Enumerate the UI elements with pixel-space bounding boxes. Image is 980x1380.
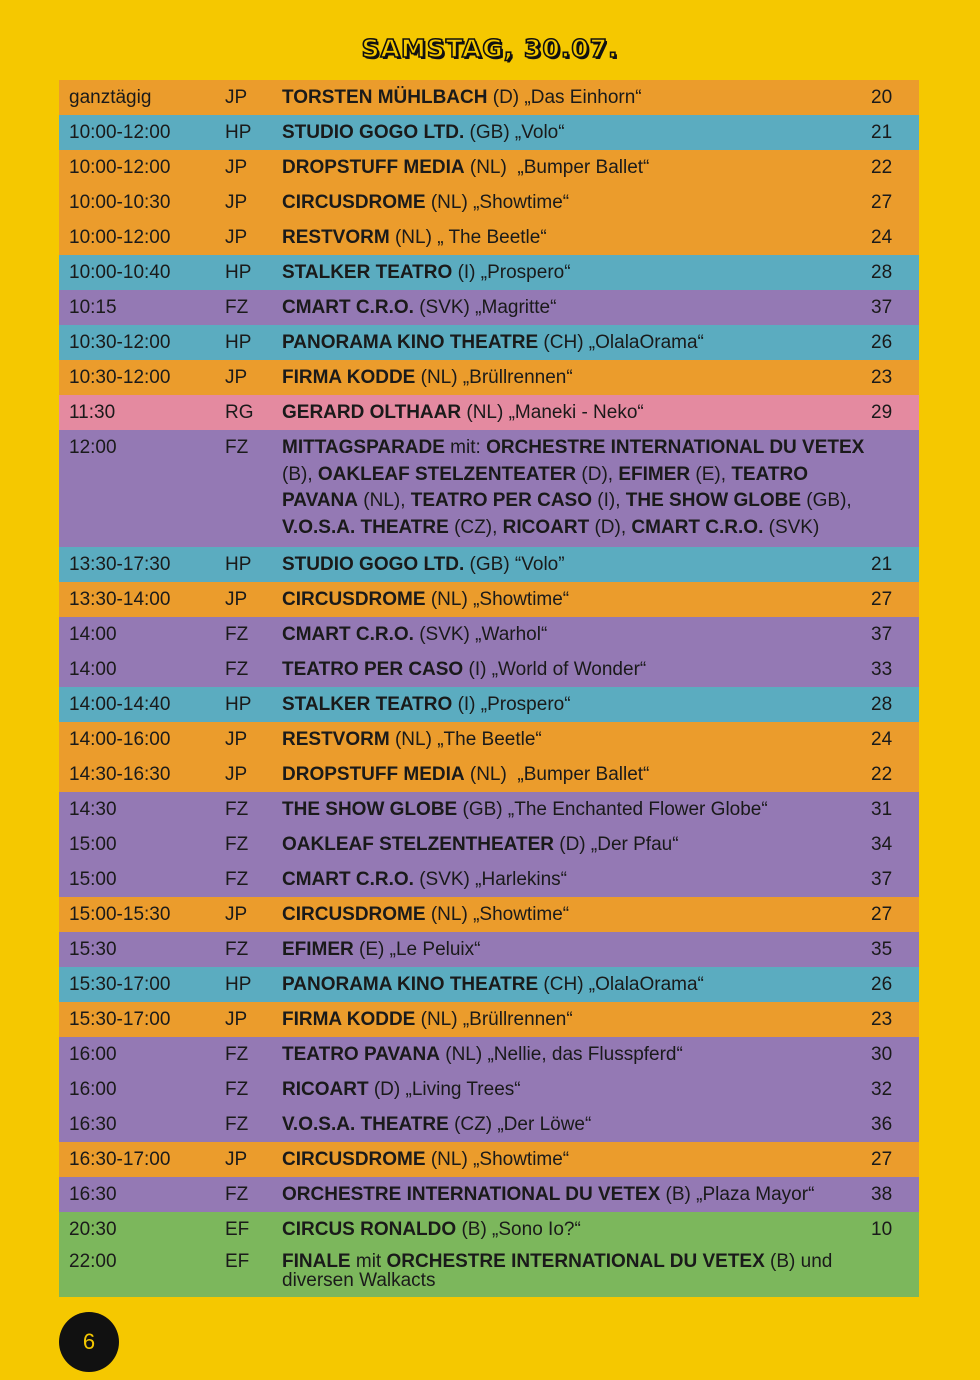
performer-details: mit:: [444, 437, 487, 458]
row-page-ref: 34: [871, 834, 893, 855]
performer-name: CMART C.R.O.: [282, 297, 414, 318]
schedule-row: [59, 722, 919, 757]
row-venue: EF: [225, 1219, 250, 1240]
schedule-row: [59, 1037, 919, 1072]
row-description: [282, 365, 871, 391]
row-description: [282, 727, 871, 753]
row-page-ref: 23: [871, 367, 893, 388]
performer-name: FIRMA KODDE: [282, 367, 416, 388]
row-venue: FZ: [225, 799, 249, 820]
performer-details: (NL) „Brüllrennen“: [415, 367, 573, 388]
performer-details: (B),: [282, 463, 318, 485]
row-venue: FZ: [225, 939, 249, 960]
performer-name: PANORAMA KINO THEATRE: [282, 332, 539, 353]
schedule-row: [59, 325, 919, 360]
performer-name: EFIMER: [282, 939, 354, 960]
row-venue: FZ: [225, 437, 249, 458]
row-venue: FZ: [225, 1044, 249, 1065]
row-time: 16:00: [69, 1044, 117, 1065]
performer-details: (SVK) „Warhol“: [413, 624, 548, 645]
row-venue: HP: [225, 122, 252, 143]
row-description: [282, 1077, 871, 1103]
row-time: 15:00: [69, 869, 117, 890]
page-number: 6: [82, 1329, 96, 1354]
row-description: [282, 587, 871, 613]
row-time: 14:30: [69, 799, 117, 820]
row-description: [282, 762, 871, 788]
row-time: 16:30: [69, 1184, 117, 1205]
row-description: [282, 902, 871, 928]
performer-details: (NL) „Maneki - Neko“: [461, 402, 644, 423]
performer-name: RICOART: [502, 516, 590, 538]
schedule-row: [59, 827, 919, 862]
row-page-ref: 27: [871, 589, 893, 610]
schedule-row: [59, 1002, 919, 1037]
row-time: 14:00-14:40: [69, 694, 171, 715]
schedule-row: [59, 897, 919, 932]
performer-name: THE SHOW GLOBE: [625, 490, 802, 511]
performer-details: (I),: [592, 490, 626, 511]
performer-details: (D) „Der Pfau“: [553, 834, 679, 855]
performer-name: THE SHOW GLOBE: [282, 799, 458, 820]
row-time: 14:00-16:00: [69, 729, 171, 750]
schedule-row: [59, 1072, 919, 1107]
performer-name: RESTVORM: [282, 729, 390, 750]
row-time: 14:00: [69, 659, 117, 680]
performer-details: (SVK) „Harlekins“: [413, 869, 568, 890]
schedule-row: [59, 430, 919, 547]
row-time: 14:30-16:30: [69, 764, 171, 785]
row-page-ref: 33: [871, 659, 893, 680]
row-time: 10:30-12:00: [69, 332, 171, 353]
performer-details: (B) und diversen Walkacts: [282, 1251, 833, 1291]
row-description: [282, 85, 871, 111]
row-page-ref: 24: [871, 227, 893, 248]
row-time: 12:00: [69, 437, 117, 458]
row-venue: FZ: [225, 624, 249, 645]
row-page-ref: 21: [871, 122, 893, 143]
row-page-ref: 27: [871, 1149, 893, 1170]
performer-name: STUDIO GOGO LTD.: [282, 554, 465, 575]
performer-details: (NL) „Bumper Ballet“: [464, 157, 650, 178]
page-number-badge: [59, 1312, 119, 1372]
row-description: [282, 1182, 871, 1208]
performer-name: CMART C.R.O.: [631, 516, 764, 538]
row-time: 20:30: [69, 1219, 117, 1240]
performer-details: (D),: [576, 463, 619, 485]
performer-details: mit: [350, 1251, 387, 1272]
performer-details: (CH) „OlalaOrama“: [538, 974, 704, 995]
row-venue: JP: [225, 1009, 248, 1030]
row-page-ref: 10: [871, 1219, 893, 1240]
performer-name: CIRCUS RONALDO: [282, 1219, 457, 1240]
performer-details: (NL) „Nellie, das Flusspferd“: [439, 1044, 683, 1065]
row-page-ref: 26: [871, 332, 893, 353]
performer-name: DROPSTUFF MEDIA: [282, 157, 465, 178]
schedule-row: [59, 547, 919, 582]
performer-name: CMART C.R.O.: [282, 624, 414, 645]
row-page-ref: 37: [871, 297, 893, 318]
performer-name: MITTAGSPARADE: [282, 437, 445, 458]
row-page-ref: 26: [871, 974, 893, 995]
row-time: 10:00-12:00: [69, 157, 171, 178]
row-time: 11:30: [69, 402, 116, 423]
row-time: 15:00: [69, 834, 117, 855]
performer-name: FINALE: [282, 1251, 351, 1272]
row-page-ref: 29: [871, 402, 893, 423]
row-venue: FZ: [225, 869, 249, 890]
performer-name: ORCHESTRE INTERNATIONAL DU VETEX: [386, 1251, 765, 1272]
schedule-row: [59, 1247, 919, 1297]
performer-name: PANORAMA KINO THEATRE: [282, 974, 539, 995]
row-page-ref: 28: [871, 262, 893, 283]
schedule-row: [59, 582, 919, 617]
row-page-ref: 37: [871, 624, 893, 645]
schedule-row: [59, 360, 919, 395]
row-venue: FZ: [225, 834, 249, 855]
row-description: [282, 657, 871, 683]
performer-details: (NL) „Bumper Ballet“: [464, 764, 650, 785]
schedule-row: [59, 1212, 919, 1247]
performer-name: TEATRO PAVANA: [282, 1044, 440, 1065]
row-description: [282, 400, 871, 426]
row-page-ref: 23: [871, 1009, 893, 1030]
performer-name: OAKLEAF STELZENTHEATER: [282, 834, 554, 855]
row-page-ref: 38: [871, 1184, 893, 1205]
row-time: 10:00-10:40: [69, 262, 171, 283]
row-page-ref: 32: [871, 1079, 893, 1100]
schedule-row: [59, 255, 919, 290]
performer-name: V.O.S.A. THEATRE: [282, 516, 449, 538]
row-venue: HP: [225, 332, 252, 353]
row-venue: FZ: [225, 297, 249, 318]
performer-name: TORSTEN MÜHLBACH: [282, 87, 488, 108]
row-page-ref: 37: [871, 869, 893, 890]
row-description: [282, 435, 871, 541]
row-description: [282, 225, 871, 251]
row-page-ref: 22: [871, 157, 893, 178]
row-time: 10:00-10:30: [69, 192, 171, 213]
performer-details: (I) „Prospero“: [452, 694, 571, 715]
performer-name: CMART C.R.O.: [282, 869, 414, 890]
row-page-ref: 27: [871, 192, 893, 213]
performer-name: ORCHESTRE INTERNATIONAL DU VETEX: [486, 437, 865, 458]
performer-name: TEATRO PER CASO: [282, 659, 464, 680]
row-description: [282, 295, 871, 321]
row-description: [282, 797, 871, 823]
row-time: 15:30: [69, 939, 117, 960]
performer-details: (CH) „OlalaOrama“: [538, 332, 704, 353]
row-venue: JP: [225, 157, 248, 178]
row-page-ref: 27: [871, 904, 893, 925]
row-description: [282, 1112, 871, 1138]
page-title: SAMSTAG, 30.07.: [361, 34, 619, 63]
row-time: 16:00: [69, 1079, 117, 1100]
row-venue: RG: [225, 402, 254, 423]
row-venue: FZ: [225, 1184, 249, 1205]
schedule-row: [59, 1107, 919, 1142]
performer-details: (E),: [690, 463, 732, 485]
schedule-row: [59, 1142, 919, 1177]
performer-name: ORCHESTRE INTERNATIONAL DU VETEX: [282, 1184, 661, 1205]
row-description: [282, 260, 871, 286]
performer-name: DROPSTUFF MEDIA: [282, 764, 465, 785]
performer-name: STALKER TEATRO: [282, 262, 453, 283]
row-description: [282, 1252, 871, 1290]
row-description: [282, 155, 871, 181]
performer-name: RESTVORM: [282, 227, 390, 248]
row-time: 15:00-15:30: [69, 904, 171, 925]
row-page-ref: 31: [871, 799, 893, 820]
performer-details: (NL) „Showtime“: [425, 589, 570, 610]
row-time: 16:30-17:00: [69, 1149, 171, 1170]
row-venue: FZ: [225, 1114, 249, 1135]
performer-name: STALKER TEATRO: [282, 694, 453, 715]
row-page-ref: 20: [871, 87, 893, 108]
row-venue: JP: [225, 227, 248, 248]
row-time: 13:30-14:00: [69, 589, 171, 610]
row-description: [282, 1007, 871, 1033]
row-venue: JP: [225, 764, 248, 785]
row-venue: JP: [225, 1149, 248, 1170]
performer-details: (NL) „Showtime“: [425, 904, 570, 925]
performer-details: (E) „Le Peluix“: [353, 939, 481, 960]
performer-details: (GB) „Volo“: [464, 122, 565, 143]
row-page-ref: 21: [871, 554, 893, 575]
row-page-ref: 30: [871, 1044, 893, 1065]
row-description: [282, 622, 871, 648]
performer-details: (D) „Living Trees“: [368, 1079, 521, 1100]
schedule-row: [59, 967, 919, 1002]
row-page-ref: 22: [871, 764, 893, 785]
row-description: [282, 1042, 871, 1068]
row-description: [282, 867, 871, 893]
performer-details: (NL) „Brüllrennen“: [415, 1009, 573, 1030]
performer-name: FIRMA KODDE: [282, 1009, 416, 1030]
schedule-row: [59, 395, 919, 430]
performer-name: CIRCUSDROME: [282, 1149, 426, 1170]
row-time: 14:00: [69, 624, 117, 645]
row-venue: HP: [225, 262, 252, 283]
performer-name: OAKLEAF STELZENTEATER: [317, 463, 577, 485]
row-description: [282, 937, 871, 963]
performer-details: (D),: [589, 516, 632, 538]
performer-details: (NL) „The Beetle“: [389, 729, 542, 750]
performer-details: (I) „World of Wonder“: [463, 659, 647, 680]
row-time: 10:30-12:00: [69, 367, 171, 388]
row-time: 22:00: [69, 1251, 117, 1272]
performer-details: (CZ),: [448, 516, 503, 538]
performer-name: GERARD OLTHAAR: [282, 402, 462, 423]
performer-name: TEATRO PER CASO: [410, 490, 592, 511]
row-description: [282, 832, 871, 858]
row-description: [282, 1217, 871, 1243]
schedule-row: [59, 617, 919, 652]
row-description: [282, 692, 871, 718]
performer-name: CIRCUSDROME: [282, 904, 426, 925]
row-venue: JP: [225, 589, 248, 610]
performer-details: (NL) „Showtime“: [425, 1149, 570, 1170]
performer-details: (GB) “Volo”: [464, 554, 565, 575]
schedule-row: [59, 290, 919, 325]
schedule-row: [59, 932, 919, 967]
row-venue: FZ: [225, 1079, 249, 1100]
performer-details: (SVK): [763, 516, 820, 538]
performer-details: (SVK) „Magritte“: [413, 297, 557, 318]
row-description: [282, 972, 871, 998]
performer-details: (B) „Plaza Mayor“: [660, 1184, 815, 1205]
performer-details: (NL) „ The Beetle“: [389, 227, 547, 248]
row-description: [282, 190, 871, 216]
schedule-row: [59, 220, 919, 255]
performer-name: STUDIO GOGO LTD.: [282, 122, 465, 143]
performer-details: (NL) „Showtime“: [425, 192, 570, 213]
row-time: ganztägig: [69, 87, 152, 108]
row-time: 10:00-12:00: [69, 227, 171, 248]
row-venue: HP: [225, 694, 252, 715]
row-description: [282, 552, 871, 578]
row-venue: JP: [225, 87, 248, 108]
schedule-row: [59, 185, 919, 220]
schedule-row: [59, 862, 919, 897]
schedule-row: [59, 792, 919, 827]
row-time: 15:30-17:00: [69, 974, 171, 995]
row-time: 13:30-17:30: [69, 554, 171, 575]
performer-name: CIRCUSDROME: [282, 589, 426, 610]
row-page-ref: 35: [871, 939, 893, 960]
schedule-table: [59, 80, 919, 1297]
performer-details: (D) „Das Einhorn“: [487, 87, 642, 108]
schedule-row: [59, 687, 919, 722]
performer-name: TEATRO PAVANA: [282, 463, 809, 511]
row-description: [282, 1147, 871, 1173]
schedule-row: [59, 652, 919, 687]
row-time: 16:30: [69, 1114, 117, 1135]
row-venue: JP: [225, 192, 248, 213]
performer-name: CIRCUSDROME: [282, 192, 426, 213]
performer-details: (B) „Sono Io?“: [456, 1219, 581, 1240]
row-page-ref: 28: [871, 694, 893, 715]
row-time: 10:15: [69, 297, 117, 318]
row-time: 10:00-12:00: [69, 122, 171, 143]
performer-details: (GB),: [801, 490, 852, 511]
row-venue: FZ: [225, 659, 249, 680]
performer-details: (I) „Prospero“: [452, 262, 571, 283]
performer-details: (GB) „The Enchanted Flower Globe“: [457, 799, 768, 820]
performer-name: EFIMER: [618, 463, 691, 485]
performer-name: V.O.S.A. THEATRE: [282, 1114, 449, 1135]
row-venue: JP: [225, 904, 248, 925]
row-venue: EF: [225, 1251, 250, 1272]
performer-name: RICOART: [282, 1079, 369, 1100]
schedule-row: [59, 115, 919, 150]
row-page-ref: 24: [871, 729, 893, 750]
schedule-row: [59, 1177, 919, 1212]
schedule-row: [59, 80, 919, 115]
performer-details: (NL),: [358, 490, 411, 511]
schedule-row: [59, 757, 919, 792]
row-venue: HP: [225, 554, 252, 575]
row-venue: JP: [225, 367, 248, 388]
row-description: [282, 330, 871, 356]
row-venue: HP: [225, 974, 252, 995]
row-description: [282, 120, 871, 146]
row-venue: JP: [225, 729, 248, 750]
performer-details: (CZ) „Der Löwe“: [448, 1114, 592, 1135]
row-page-ref: 36: [871, 1114, 893, 1135]
schedule-row: [59, 150, 919, 185]
row-time: 15:30-17:00: [69, 1009, 171, 1030]
